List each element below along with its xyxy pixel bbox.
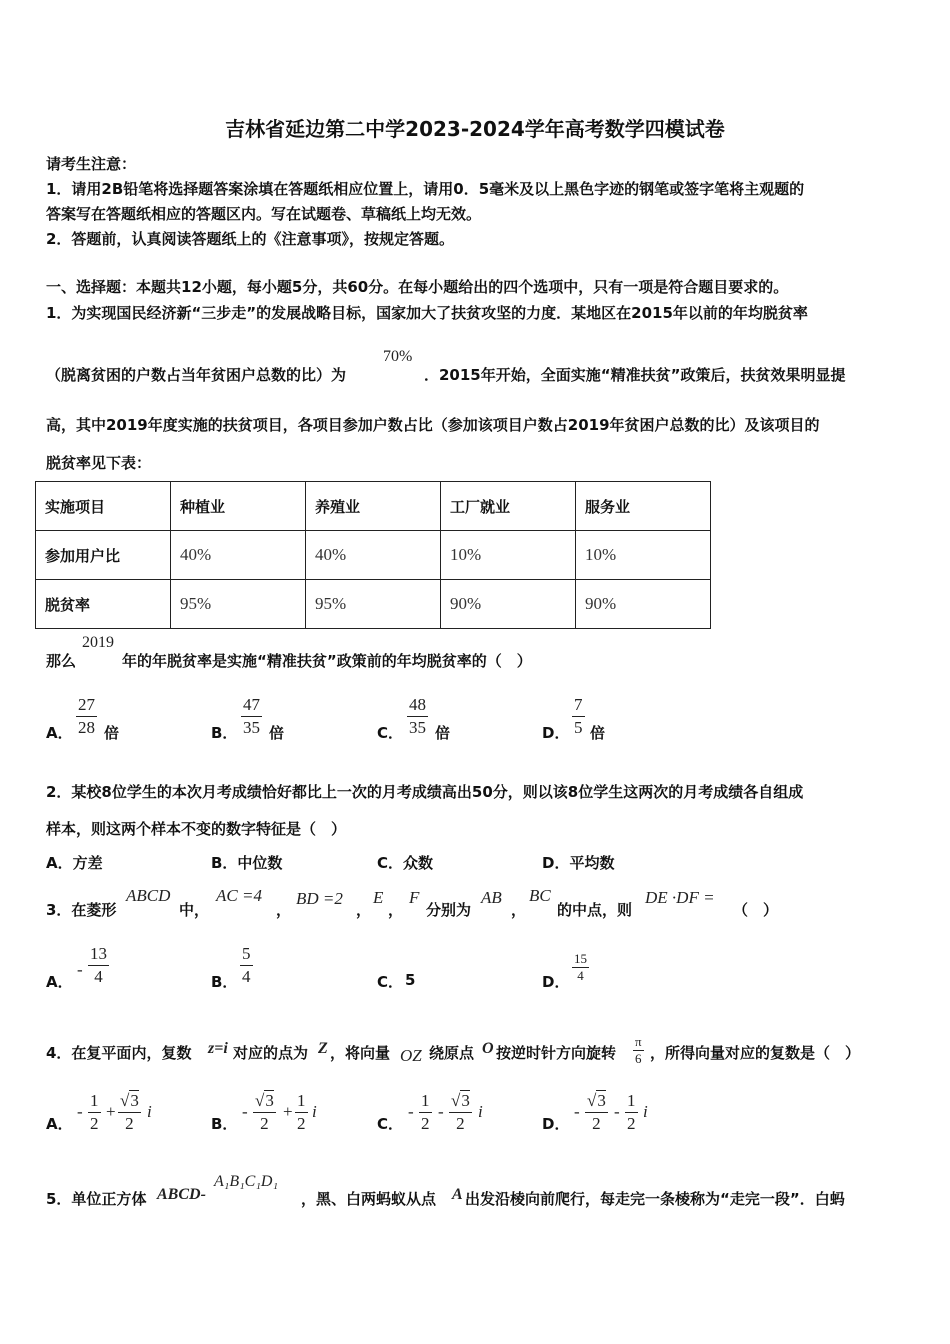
option-label: A．	[46, 973, 73, 991]
math-expr: AC =4	[216, 886, 262, 905]
denominator: 4	[94, 967, 103, 986]
math-expr: z=i	[208, 1040, 228, 1057]
option-fraction	[572, 951, 589, 984]
minus-sign: -	[77, 1102, 83, 1121]
operator: +	[283, 1102, 293, 1121]
question-2-text: 样本，则这两个样本不变的数字特征是（ ）	[46, 820, 347, 838]
denominator: 2	[421, 1114, 430, 1133]
numerator: π	[635, 1034, 642, 1049]
question-3-text: 分别为	[426, 901, 472, 919]
table-row	[36, 580, 711, 629]
option-fraction	[585, 1090, 608, 1135]
table-cell: 脱贫率	[36, 580, 171, 629]
question-3-text: ，	[388, 901, 404, 919]
sqrt-radicand: 3	[597, 1091, 606, 1110]
table-cell: 40%	[171, 531, 306, 580]
question-5-text: 出发沿棱向前爬行，每走完一条棱称为“走完一段”．白蚂	[465, 1190, 845, 1208]
question-2-text: 2．某校8位学生的本次月考成绩恰好都比上一次的月考成绩高出50分，则以该8位学生这两次的月考成绩各自组成	[46, 783, 804, 801]
question-3-text: ，	[511, 901, 527, 919]
question-5-text: 5．单位正方体	[46, 1190, 147, 1208]
option-label: A．	[46, 1115, 73, 1133]
operator: +	[106, 1102, 116, 1121]
question-3-text: ，	[356, 901, 372, 919]
numerator: 7	[574, 695, 583, 714]
option-label: C．	[377, 1115, 404, 1133]
denominator: 2	[90, 1114, 99, 1133]
table-cell: 95%	[306, 580, 441, 629]
question-4-text: ，所得向量对应的复数是（ ）	[650, 1044, 861, 1062]
notice-line: 2．答题前，认真阅读答题纸上的《注意事项》，按规定答题。	[46, 230, 454, 248]
table-cell: 实施项目	[36, 482, 171, 531]
option-fraction	[572, 694, 585, 739]
option-label: B．	[211, 1115, 238, 1133]
table-row	[36, 482, 711, 531]
table-cell: 工厂就业	[441, 482, 576, 531]
numerator: 15	[574, 951, 587, 966]
table-cell: 养殖业	[306, 482, 441, 531]
math-expr: DE ·DF =	[645, 888, 715, 907]
question-3-text: （ ）	[733, 901, 779, 919]
question-4-text: 4．在复平面内，复数	[46, 1044, 192, 1062]
math-expr: A	[452, 1186, 463, 1203]
option-d[interactable]: D．平均数	[542, 854, 615, 872]
option-fraction	[241, 694, 262, 739]
table-cell: 40%	[306, 531, 441, 580]
option-fraction	[407, 694, 428, 739]
denominator: 2	[627, 1114, 636, 1133]
question-3-text: 的中点，则	[557, 901, 633, 919]
operator: -	[614, 1102, 620, 1121]
question-4-text: 按逆时针方向旋转	[496, 1044, 617, 1062]
question-1-text: 那么	[46, 652, 77, 670]
option-fraction	[118, 1090, 141, 1135]
question-4-text: 绕原点	[429, 1044, 475, 1062]
denominator: 5	[574, 718, 583, 737]
option-suffix: 倍	[269, 724, 285, 742]
option-fraction	[625, 1090, 638, 1135]
rate-value: 70%	[383, 348, 413, 365]
math-expr: A₁B₁C₁D₁	[214, 1173, 279, 1190]
option-label: C．	[377, 973, 404, 991]
question-5-text: ，黑、白两蚂蚁从点	[301, 1190, 437, 1208]
numerator: 1	[297, 1091, 306, 1110]
numerator: 47	[243, 695, 260, 714]
poverty-table	[35, 481, 711, 629]
denominator: 4	[577, 968, 584, 983]
operator: -	[438, 1102, 444, 1121]
table-cell: 95%	[171, 580, 306, 629]
question-1-text: 脱贫率见下表：	[46, 454, 152, 472]
option-fraction	[76, 694, 97, 739]
numerator: 5	[242, 944, 251, 963]
numerator: √3	[587, 1091, 606, 1110]
minus-sign: -	[574, 1102, 580, 1121]
numerator: 27	[78, 695, 95, 714]
option-label: D．	[542, 724, 570, 742]
sqrt-radicand: 3	[461, 1091, 470, 1110]
question-1-text: 年的年脱贫率是实施“精准扶贫”政策前的年均脱贫率的（ ）	[122, 652, 532, 670]
question-4-text: ，将向量	[330, 1044, 391, 1062]
question-1-text: （脱离贫困的户数占当年贫困户总数的比）为	[46, 366, 347, 384]
table-cell: 10%	[576, 531, 711, 580]
minus-sign: -	[408, 1102, 414, 1121]
table-cell: 参加用户比	[36, 531, 171, 580]
math-expr: BD =2	[296, 889, 343, 908]
question-4-text: 对应的点为	[233, 1044, 309, 1062]
imaginary-unit: i	[312, 1102, 317, 1121]
page-title: 吉林省延边第二中学2023-2024学年高考数学四模试卷	[225, 117, 725, 141]
denominator: 28	[78, 718, 95, 737]
option-fraction	[419, 1090, 432, 1135]
option-fraction	[449, 1090, 472, 1135]
table-cell: 10%	[441, 531, 576, 580]
option-label: D．	[542, 1115, 570, 1133]
question-3-text: 3．在菱形	[46, 901, 117, 919]
pi-over-six	[633, 1034, 644, 1067]
year-value: 2019	[82, 634, 114, 651]
imaginary-unit: i	[478, 1102, 483, 1121]
option-label: B．	[211, 973, 238, 991]
denominator: 4	[242, 967, 251, 986]
math-expr: BC	[529, 886, 551, 905]
numerator: √3	[451, 1091, 470, 1110]
denominator: 2	[456, 1114, 465, 1133]
option-fraction	[295, 1090, 308, 1135]
numerator: 1	[421, 1091, 430, 1110]
section-heading: 一、选择题：本题共12小题，每小题5分，共60分。在每小题给出的四个选项中，只有一项是符合题目要求的。	[46, 278, 789, 296]
math-expr: E	[373, 888, 384, 907]
minus-sign: -	[242, 1102, 248, 1121]
math-expr: ABCD-	[157, 1186, 206, 1203]
question-1-text: 1．为实现国民经济新“三步走”的发展战略目标，国家加大了扶贫攻坚的力度．某地区在2015年以前的年均脱贫率	[46, 304, 808, 322]
minus-sign: -	[77, 960, 83, 979]
question-1-text: 高，其中2019年度实施的扶贫项目，各项目参加户数占比（参加该项目户数占2019年贫困户总数的比）及该项目的	[46, 416, 820, 434]
math-expr: Z	[318, 1040, 328, 1057]
denominator: 35	[243, 718, 260, 737]
math-expr: AB	[481, 888, 502, 907]
option-suffix: 倍	[590, 724, 606, 742]
notice-heading: 请考生注意：	[46, 155, 137, 173]
table-row	[36, 531, 711, 580]
option-label: B．	[211, 724, 238, 742]
question-1-text: ．2015年开始，全面实施“精准扶贫”政策后，扶贫效果明显提	[424, 366, 846, 384]
option-suffix: 倍	[104, 724, 120, 742]
table-cell: 90%	[576, 580, 711, 629]
table-cell: 90%	[441, 580, 576, 629]
question-3-text: ，	[276, 901, 292, 919]
option-a[interactable]: A．方差	[46, 854, 103, 872]
math-expr: O	[482, 1040, 494, 1057]
option-label: D．	[542, 973, 570, 991]
denominator: 2	[260, 1114, 269, 1133]
option-label: C．	[377, 724, 404, 742]
denominator: 2	[125, 1114, 134, 1133]
option-fraction	[88, 1090, 101, 1135]
numerator: √3	[120, 1091, 139, 1110]
table-cell: 种植业	[171, 482, 306, 531]
numerator: 48	[409, 695, 426, 714]
option-suffix: 倍	[435, 724, 451, 742]
denominator: 2	[592, 1114, 601, 1133]
option-fraction	[240, 943, 253, 988]
math-expr: ABCD	[126, 886, 171, 905]
question-3-text: 中，	[179, 901, 210, 919]
math-expr: F	[409, 888, 420, 907]
option-fraction	[253, 1090, 276, 1135]
table-cell: 服务业	[576, 482, 711, 531]
numerator: √3	[255, 1091, 274, 1110]
option-label: A．	[46, 724, 73, 742]
numerator: 13	[90, 944, 107, 963]
numerator: 1	[90, 1091, 99, 1110]
notice-line: 答案写在答题纸相应的答题区内。写在试题卷、草稿纸上均无效。	[46, 205, 482, 223]
numerator: 1	[627, 1091, 636, 1110]
sqrt-radicand: 3	[265, 1091, 274, 1110]
notice-line: 1．请用2B铅笔将选择题答案涂填在答题纸相应位置上，请用0．5毫米及以上黑色字迹的钢笔或签字笔将主观题的	[46, 180, 805, 198]
option-b[interactable]: B．中位数	[211, 854, 283, 872]
sqrt-radicand: 3	[130, 1091, 139, 1110]
imaginary-unit: i	[147, 1102, 152, 1121]
option-c[interactable]: C．众数	[377, 854, 434, 872]
imaginary-unit: i	[643, 1102, 648, 1121]
denominator: 2	[297, 1114, 306, 1133]
denominator: 6	[635, 1051, 642, 1066]
option-value: 5	[405, 971, 416, 989]
vector-oz: OZ	[400, 1046, 422, 1065]
option-fraction	[88, 943, 109, 988]
denominator: 35	[409, 718, 426, 737]
